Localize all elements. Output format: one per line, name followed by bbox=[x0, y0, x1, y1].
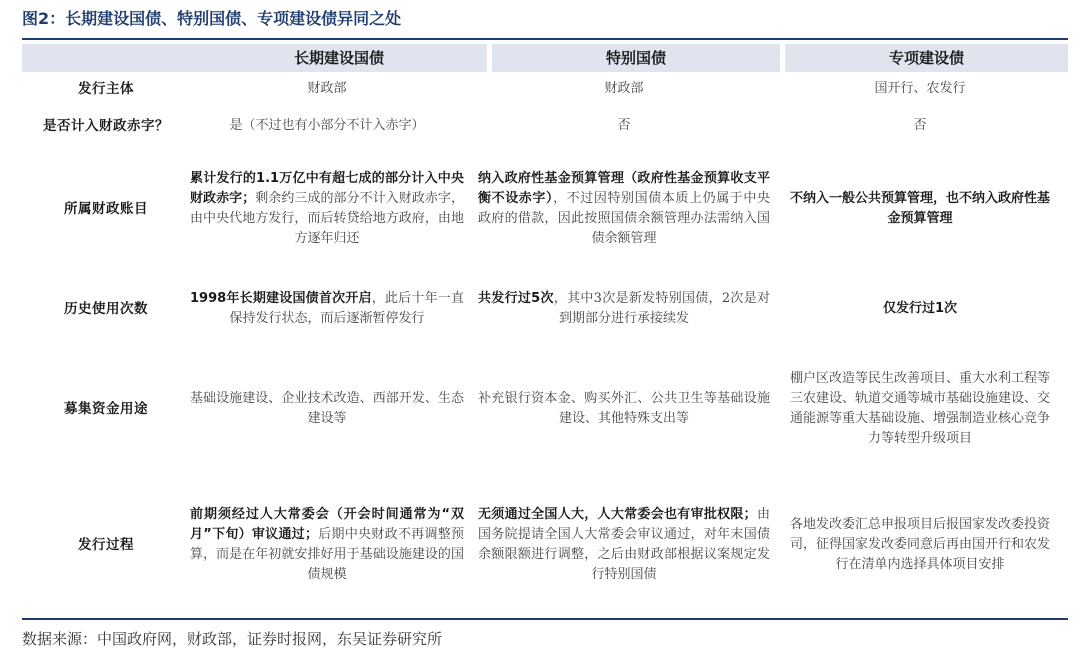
cell-account-special: 纳入政府性基金预算管理（政府性基金预算收支平衡不设赤字），不过因特别国债本质上仍属于中央政府的借款，因此按照国债余额管理办法需纳入国债余额管理 bbox=[478, 171, 770, 246]
table-header bbox=[22, 44, 1068, 72]
row-label-history: 历史使用次数 bbox=[64, 301, 148, 317]
figure-title: 图2：长期建设国债、特别国债、专项建设债异同之处 bbox=[22, 9, 402, 28]
cell-history-special: 共发行过5次，其中3次是新发特别国债，2次是对到期部分进行承接续发 bbox=[478, 291, 770, 326]
cell-process-special: 无须通过全国人大，人大常委会也有审批权限；由国务院提请全国人大常委会审议通过，对年末国债余额限额进行调整，之后由财政部根据议案规定发行特别国债 bbox=[478, 507, 770, 582]
cell-issuer-project: 国开行、农发行 bbox=[874, 81, 966, 96]
cell-process-long-term: 前期须经过人大常委会（开会时间通常为“双月”下旬）审议通过；后期中央财政不再调整预算，而是在年初就安排好用于基础设施建设的国债规模 bbox=[190, 507, 464, 582]
cell-account-project: 不纳入一般公共预算管理，也不纳入政府性基金预算管理 bbox=[790, 191, 1051, 226]
cell-issuer-special: 财政部 bbox=[604, 81, 644, 96]
cell-history-project: 仅发行过1次 bbox=[882, 301, 958, 316]
cell-account-long-term: 累计发行的1.1万亿中有超七成的部分计入中央财政赤字；剩余约三成的部分不计入财政赤字，由中央代地方发行，而后转贷给地方政府，由地方逐年归还 bbox=[190, 171, 464, 246]
cell-deficit-project: 否 bbox=[913, 118, 927, 133]
row-label-process: 发行过程 bbox=[78, 537, 134, 553]
row-label-account: 所属财政账目 bbox=[64, 201, 148, 217]
cell-deficit-special: 否 bbox=[617, 118, 631, 133]
row-label-issuer: 发行主体 bbox=[78, 81, 134, 97]
bottom-rule bbox=[22, 618, 1068, 620]
top-rule bbox=[22, 38, 1068, 40]
cell-issuer-long-term: 财政部 bbox=[307, 81, 347, 96]
cell-process-project: 各地发改委汇总申报项目后报国家发改委投资司，征得国家发改委同意后再由国开行和农发行在清单内选择具体项目安排 bbox=[790, 517, 1051, 572]
row-label-usage: 募集资金用途 bbox=[64, 401, 148, 417]
cell-usage-long-term: 基础设施建设、企业技术改造、西部开发、生态建设等 bbox=[190, 391, 464, 426]
column-header-long-term-bond: 长期建设国债 bbox=[293, 49, 384, 67]
row-label-deficit: 是否计入财政赤字？ bbox=[43, 118, 169, 134]
cell-usage-special: 补充银行资本金、购买外汇、公共卫生等基础设施建设、其他特殊支出等 bbox=[478, 391, 770, 426]
cell-usage-project: 棚户区改造等民生改善项目、重大水利工程等三农建设、轨道交通等城市基础设施建设、交通能源等重大基础设施、增强制造业核心竞争力等转型升级项目 bbox=[790, 371, 1051, 446]
column-header-project-bond: 专项建设债 bbox=[888, 49, 964, 67]
source-note: 数据来源：中国政府网，财政部，证券时报网，东吴证券研究所 bbox=[22, 630, 443, 648]
cell-deficit-long-term: 是（不过也有小部分不计入赤字） bbox=[229, 118, 425, 133]
column-header-special-bond: 特别国债 bbox=[605, 49, 666, 67]
cell-history-long-term: 1998年长期建设国债首次开启，此后十年一直保持发行状态，而后逐渐暂停发行 bbox=[190, 291, 464, 326]
